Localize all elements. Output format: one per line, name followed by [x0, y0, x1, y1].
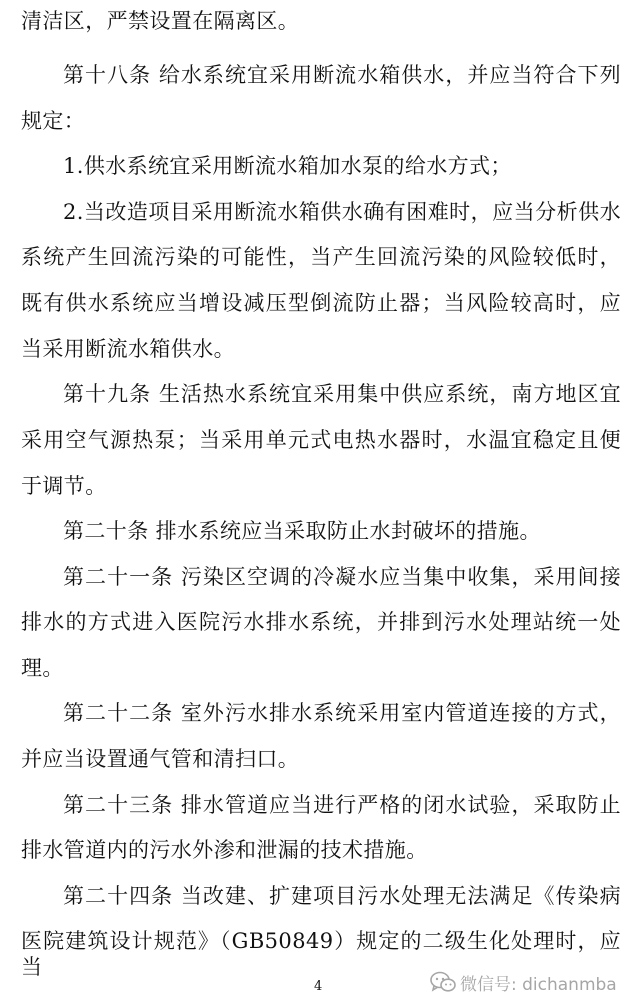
text-line: 采用空气源热泵；当采用单元式电热水器时，水温宜稳定且便: [21, 428, 621, 452]
watermark: [430, 970, 617, 994]
text-line: 于调节。: [21, 474, 107, 498]
article-22-heading: 第二十二条 室外污水排水系统采用室内管道连接的方式，: [63, 701, 621, 725]
list-item: 2.当改造项目采用断流水箱供水确有困难时，应当分析供水: [63, 200, 621, 224]
text-line: 清洁区，严禁设置在隔离区。: [21, 9, 300, 33]
text-line: 当采用断流水箱供水。: [21, 337, 235, 361]
article-23-heading: 第二十三条 排水管道应当进行严格的闭水试验，采取防止: [63, 793, 621, 817]
page-number: 4: [314, 979, 323, 994]
text-line: 系统产生回流污染的可能性，当产生回流污染的风险较低时，: [21, 245, 621, 269]
text-line: 并应当设置通气管和清扫口。: [21, 747, 300, 771]
watermark-text: 微信号: dichanmba: [460, 974, 617, 995]
text-line: 理。: [21, 656, 64, 680]
text-line: 排水管道内的污水外渗和泄漏的技术措施。: [21, 838, 428, 862]
list-item: 1.供水系统宜采用断流水箱加水泵的给水方式；: [63, 154, 512, 178]
text-line: 规定：: [21, 109, 86, 133]
text-line: 医院建筑设计规范》（GB50849）规定的二级生化处理时，应当: [21, 929, 621, 979]
text-line: 排水的方式进入医院污水排水系统，并排到污水处理站统一处: [21, 610, 621, 634]
article-24-heading: 第二十四条 当改建、扩建项目污水处理无法满足《传染病: [63, 884, 621, 908]
article-18-heading: 第十八条 给水系统宜采用断流水箱供水，并应当符合下列: [63, 63, 621, 87]
wechat-icon: [430, 971, 456, 993]
article-20-heading: 第二十条 排水系统应当采取防止水封破坏的措施。: [63, 519, 541, 543]
article-19-heading: 第十九条 生活热水系统宜采用集中供应系统，南方地区宜: [63, 382, 621, 406]
article-21-heading: 第二十一条 污染区空调的冷凝水应当集中收集，采用间接: [63, 565, 621, 589]
text-line: 既有供水系统应当增设减压型倒流防止器；当风险较高时，应: [21, 291, 621, 315]
